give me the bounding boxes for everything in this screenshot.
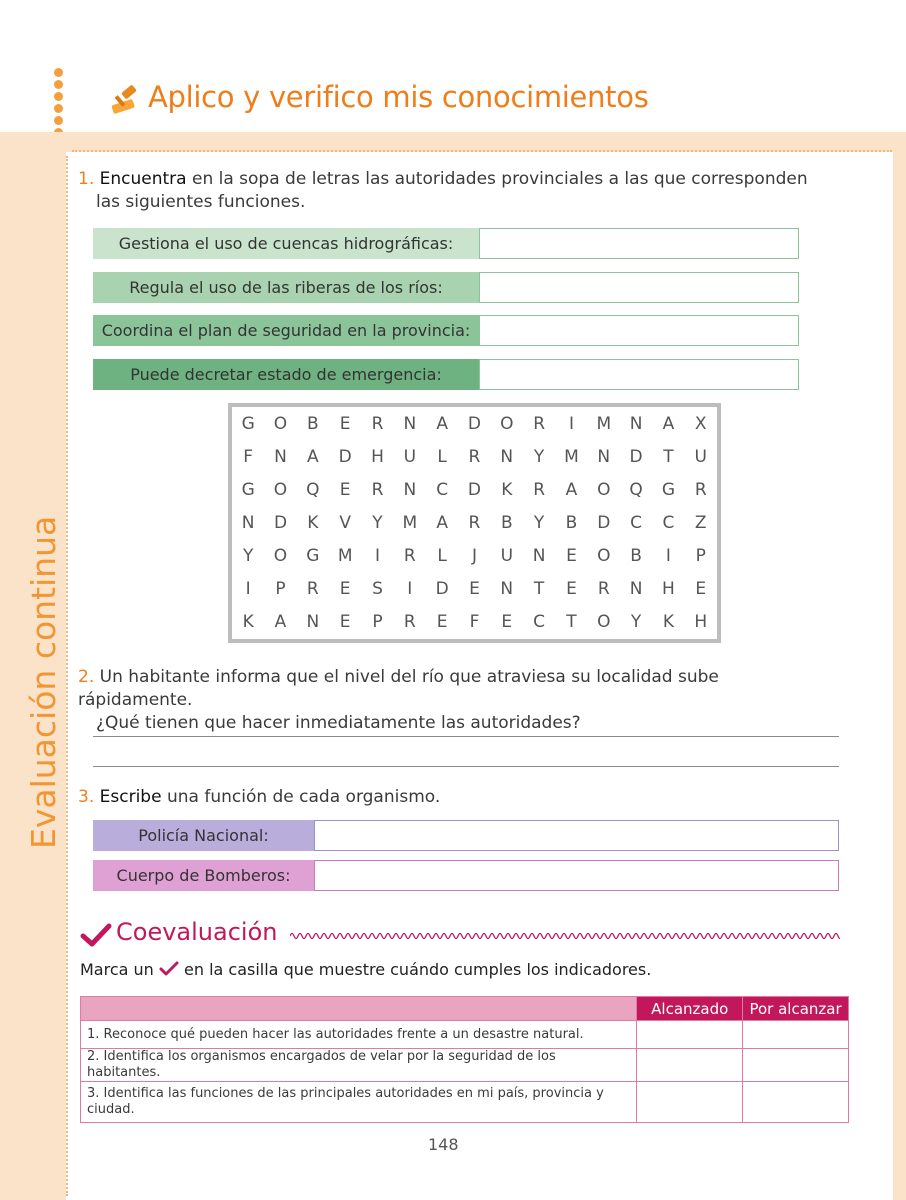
letter-cell[interactable]: I (665, 545, 671, 566)
letter-cell[interactable]: A (662, 413, 675, 434)
word-search-row (232, 407, 717, 440)
question-1 (78, 168, 838, 214)
letter-cell[interactable]: E (436, 612, 448, 633)
letter-cell[interactable]: T (566, 612, 577, 633)
gavel-icon (108, 82, 144, 122)
letter-cell[interactable]: B (630, 545, 642, 566)
indicator-cell: 2. Identifica los organismos encargados de velar por la seguridad de los habitantes. (81, 1049, 637, 1082)
question-number: 3. (78, 787, 95, 807)
section-title: Coevaluación (116, 918, 278, 946)
question-verb: Escribe (99, 787, 162, 807)
letter-cell[interactable]: D (338, 446, 352, 467)
answer-line[interactable] (93, 736, 839, 737)
dotted-border-top (72, 150, 892, 152)
checkbox-cell[interactable] (637, 1082, 743, 1123)
letter-cell[interactable]: E (339, 612, 351, 633)
letter-cell[interactable]: H (371, 446, 384, 467)
function-row (93, 359, 799, 390)
instruction (80, 960, 651, 979)
letter-cell[interactable]: C (662, 512, 675, 533)
letter-cell[interactable]: P (695, 545, 706, 566)
letter-cell[interactable]: D (467, 479, 481, 500)
letter-cell[interactable]: V (339, 512, 351, 533)
letter-cell[interactable]: F (243, 446, 254, 467)
letter-cell[interactable]: E (695, 579, 707, 599)
letter-cell[interactable]: Q (629, 479, 643, 500)
letter-cell[interactable]: E (339, 479, 351, 500)
organism-row (93, 860, 839, 891)
letter-cell[interactable]: O (273, 545, 288, 566)
letter-cell[interactable]: H (662, 579, 675, 599)
decorative-dots (54, 68, 68, 140)
checkbox-cell[interactable] (743, 1082, 849, 1123)
letter-cell[interactable]: D (435, 579, 449, 599)
word-search-row (232, 506, 717, 539)
letter-cell[interactable]: U (403, 446, 417, 467)
letter-cell[interactable]: D (597, 512, 611, 533)
question-verb: Encuentra (99, 169, 187, 189)
letter-cell[interactable]: T (663, 446, 674, 467)
letter-cell[interactable]: D (273, 512, 288, 533)
indicator-cell: 1. Reconoce qué pueden hacer las autoridades frente a un desastre natural. (81, 1021, 637, 1049)
function-label: Gestiona el uso de cuencas hidrográficas: (93, 228, 479, 259)
letter-cell[interactable]: I (568, 413, 574, 434)
letter-cell[interactable]: M (337, 545, 353, 566)
function-row (93, 272, 799, 303)
letter-cell[interactable]: E (339, 579, 351, 599)
letter-cell[interactable]: E (566, 579, 577, 599)
letter-cell[interactable]: M (564, 446, 579, 467)
letter-cell[interactable]: F (469, 612, 480, 633)
checkbox-cell[interactable] (637, 1049, 743, 1082)
answer-field[interactable] (479, 272, 799, 303)
letter-cell[interactable]: D (629, 446, 643, 467)
answer-field[interactable] (314, 860, 839, 891)
organism-label: Cuerpo de Bomberos: (93, 860, 314, 891)
page-number: 148 (428, 1135, 459, 1154)
word-search-row (232, 539, 717, 572)
letter-cell[interactable]: R (371, 479, 384, 500)
letter-cell[interactable]: H (694, 612, 708, 633)
letter-cell[interactable]: G (241, 413, 255, 434)
answer-field[interactable] (479, 228, 799, 259)
letter-cell[interactable]: N (241, 512, 255, 533)
letter-cell[interactable]: L (437, 545, 447, 566)
word-search-row (232, 573, 717, 606)
letter-cell[interactable]: B (500, 512, 513, 533)
letter-cell[interactable]: J (471, 545, 477, 566)
answer-field[interactable] (479, 359, 799, 390)
letter-cell[interactable]: B (306, 413, 319, 434)
function-row (93, 315, 799, 346)
letter-cell[interactable]: G (306, 545, 320, 566)
table-header (81, 997, 849, 1021)
checkbox-cell[interactable] (743, 1049, 849, 1082)
letter-cell[interactable]: R (533, 413, 546, 434)
letter-cell[interactable]: N (532, 545, 546, 566)
letter-cell[interactable]: L (437, 446, 447, 467)
column-header: Por alcanzar (743, 997, 849, 1021)
letter-cell[interactable]: G (241, 479, 255, 500)
letter-cell[interactable]: E (501, 612, 513, 633)
top-band (66, 132, 906, 152)
letter-cell[interactable]: C (533, 612, 546, 633)
letter-cell[interactable]: R (468, 446, 481, 467)
letter-cell[interactable]: R (306, 579, 319, 599)
letter-cell[interactable]: O (597, 545, 611, 566)
column-header: Alcanzado (637, 997, 743, 1021)
checkbox-cell[interactable] (637, 1021, 743, 1049)
word-search-row (232, 440, 717, 473)
answer-field[interactable] (479, 315, 799, 346)
letter-cell[interactable]: E (469, 579, 480, 599)
letter-cell[interactable]: C (436, 479, 449, 500)
letter-cell[interactable]: D (467, 413, 481, 434)
page-title: Aplico y verifico mis conocimientos (148, 80, 649, 114)
letter-cell[interactable]: R (694, 479, 707, 500)
instruction-post: en la casilla que muestre cuándo cumples los indicadores. (184, 960, 652, 979)
function-label: Regula el uso de las riberas de los ríos: (93, 272, 479, 303)
question-2 (78, 666, 838, 735)
letter-cell[interactable]: C (630, 512, 643, 533)
letter-cell[interactable]: B (565, 512, 578, 533)
question-text-line2: ¿Qué tienen que hacer inmediatamente las autoridades? (96, 713, 581, 733)
letter-cell[interactable]: Z (694, 512, 707, 533)
letter-cell[interactable]: K (501, 479, 513, 500)
coevaluation-table (80, 996, 849, 1123)
letter-cell[interactable]: R (468, 512, 481, 533)
function-label: Puede decretar estado de emergencia: (93, 359, 479, 390)
letter-cell[interactable]: U (694, 446, 707, 467)
answer-field[interactable] (314, 820, 839, 851)
letter-cell[interactable]: N (597, 446, 611, 467)
word-search-grid (232, 407, 717, 639)
letter-cell[interactable]: R (403, 612, 416, 633)
check-icon (159, 961, 179, 977)
letter-cell[interactable]: K (242, 612, 254, 633)
word-search-row (232, 473, 717, 506)
letter-cell[interactable]: K (307, 512, 319, 533)
letter-cell[interactable]: Y (533, 446, 545, 467)
letter-cell[interactable]: O (597, 612, 611, 633)
indicator-text: 3. Identifica las funciones de las principales autoridades en mi país, provincia y ciudad. (87, 1086, 604, 1117)
letter-cell[interactable]: R (597, 579, 610, 599)
function-label: Coordina el plan de seguridad en la provincia: (93, 315, 479, 346)
wave-divider (290, 928, 840, 947)
question-3 (78, 786, 838, 809)
letter-cell[interactable]: N (274, 446, 287, 467)
letter-cell[interactable]: O (273, 413, 288, 434)
letter-cell[interactable]: N (306, 612, 320, 633)
checkbox-cell[interactable] (743, 1021, 849, 1049)
letter-cell[interactable]: O (597, 479, 611, 500)
letter-cell[interactable]: I (245, 579, 251, 599)
letter-cell[interactable]: P (372, 612, 383, 633)
table-row (81, 1082, 849, 1123)
sidebar-label: Evaluación continua (24, 515, 63, 849)
letter-cell[interactable]: Y (372, 512, 383, 533)
question-text: Un habitante informa que el nivel del río que atraviesa su localidad sube rápidamente. (78, 667, 719, 710)
letter-cell[interactable]: R (371, 413, 384, 434)
letter-cell[interactable]: K (662, 612, 674, 633)
letter-cell[interactable]: R (403, 545, 416, 566)
letter-cell[interactable]: N (403, 413, 417, 434)
question-number: 1. (78, 169, 95, 189)
letter-cell[interactable]: O (273, 479, 288, 500)
letter-cell[interactable]: A (565, 479, 578, 500)
letter-cell[interactable]: X (694, 413, 707, 434)
question-number: 2. (78, 667, 95, 687)
letter-cell[interactable]: N (629, 579, 643, 599)
letter-cell[interactable]: S (372, 579, 383, 599)
letter-cell[interactable]: N (403, 479, 417, 500)
question-text: una función de cada organismo. (161, 787, 441, 807)
word-search (228, 403, 721, 643)
organism-row (93, 820, 839, 851)
table-row (81, 1021, 849, 1049)
letter-cell[interactable]: N (500, 579, 514, 599)
letter-cell[interactable]: Q (306, 479, 320, 500)
organism-label: Policía Nacional: (93, 820, 314, 851)
letter-cell[interactable]: I (407, 579, 413, 599)
letter-cell[interactable]: Y (533, 512, 545, 533)
letter-cell[interactable]: Y (242, 545, 254, 566)
question-text: en la sopa de letras las autoridades provinciales a las que corresponden (186, 169, 808, 189)
letter-cell[interactable]: N (500, 446, 514, 467)
letter-cell[interactable]: A (274, 612, 287, 633)
letter-cell[interactable]: E (339, 413, 351, 434)
answer-line[interactable] (93, 766, 839, 767)
letter-cell[interactable]: A (436, 413, 448, 434)
letter-cell[interactable]: P (275, 579, 286, 599)
letter-cell[interactable]: T (533, 579, 545, 599)
header-blank (81, 997, 637, 1021)
letter-cell[interactable]: M (402, 512, 418, 533)
letter-cell[interactable]: M (596, 413, 612, 434)
letter-cell[interactable]: G (661, 479, 676, 500)
letter-cell[interactable]: A (436, 512, 448, 533)
letter-cell[interactable]: R (533, 479, 546, 500)
table-row (81, 1049, 849, 1082)
function-row (93, 228, 799, 259)
right-band (893, 132, 906, 1200)
word-search-row (232, 606, 717, 639)
letter-cell[interactable]: Y (630, 612, 642, 633)
letter-cell[interactable]: N (629, 413, 643, 434)
check-icon (80, 922, 112, 952)
letter-cell[interactable]: U (500, 545, 514, 566)
letter-cell[interactable]: I (374, 545, 380, 566)
letter-cell[interactable]: O (500, 413, 514, 434)
question-text-line2: las siguientes funciones. (96, 192, 306, 212)
letter-cell[interactable]: E (566, 545, 577, 566)
instruction-pre: Marca un (80, 960, 154, 979)
letter-cell[interactable]: A (307, 446, 319, 467)
indicator-cell (81, 1082, 637, 1123)
